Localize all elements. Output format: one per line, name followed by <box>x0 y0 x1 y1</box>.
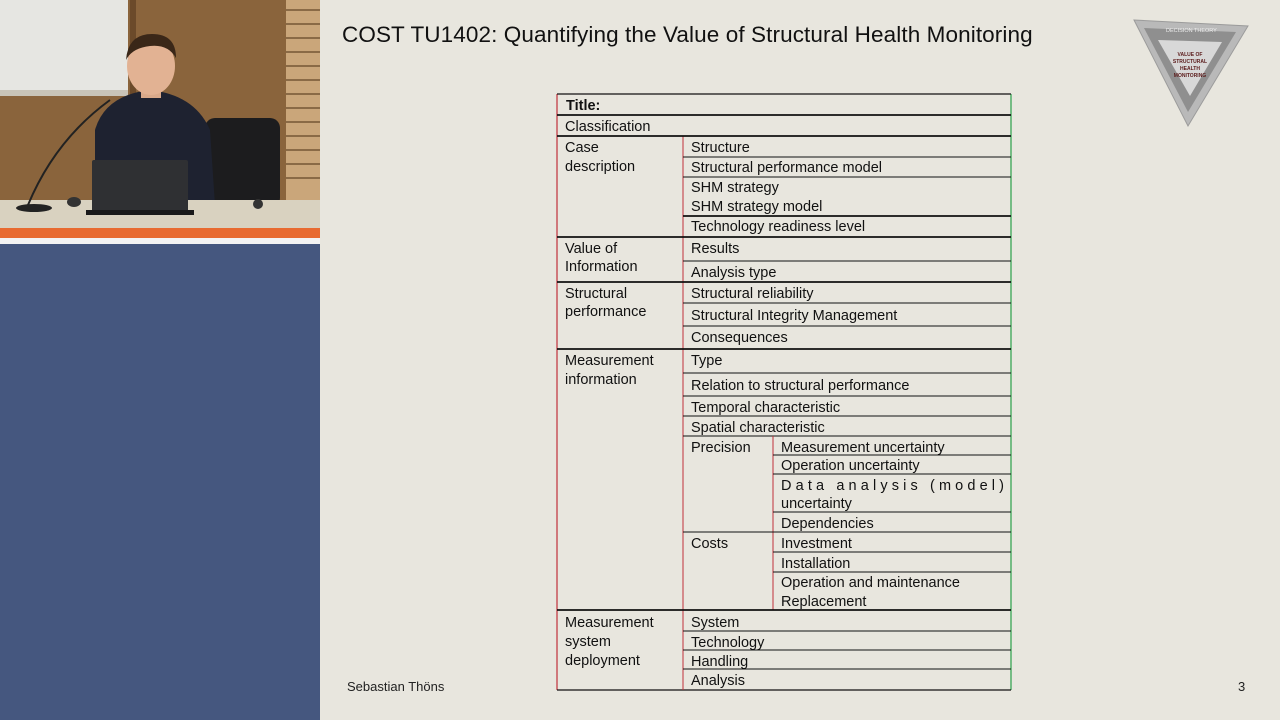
sp-item-structural-integrity-management: Structural Integrity Management <box>691 308 898 324</box>
costs-item-installation: Installation <box>781 556 851 572</box>
speaker-video-image <box>0 0 320 244</box>
sp-item-consequences: Consequences <box>691 330 788 346</box>
presentation-slide <box>320 0 1280 720</box>
case-description-label-1: Case <box>565 140 599 156</box>
structural-performance-label-2: performance <box>565 304 647 320</box>
deployment-item-technology: Technology <box>691 635 765 651</box>
table-title-label: Title: <box>566 98 601 114</box>
case-description-label-2: description <box>565 159 636 175</box>
logo-center-line2: STRUCTURAL <box>1172 59 1208 65</box>
classification-label: Classification <box>565 119 651 135</box>
speaker-video-feed <box>0 0 320 244</box>
case-item-structure: Structure <box>691 140 750 156</box>
deployment-label-2: system <box>565 634 611 650</box>
precision-item-operation-uncertainty: Operation uncertainty <box>781 458 920 474</box>
costs-label: Costs <box>691 536 729 552</box>
voi-label-2: Information <box>565 259 638 275</box>
logo-center-line4: MONITORING <box>1173 73 1207 79</box>
mi-item-temporal-characteristic: Temporal characteristic <box>691 400 841 416</box>
slide-page-number: 3 <box>1238 679 1246 694</box>
case-item-technology-readiness-level: Technology readiness level <box>691 219 866 235</box>
voi-item-analysis-type: Analysis type <box>691 265 777 281</box>
case-item-structural-performance-model: Structural performance model <box>691 160 882 176</box>
voi-item-results: Results <box>691 241 740 257</box>
mi-item-relation-to-structural-performance: Relation to structural performance <box>691 378 910 394</box>
case-item-shm-strategy-model: SHM strategy model <box>691 199 823 215</box>
sp-item-structural-reliability: Structural reliability <box>691 286 814 302</box>
logo-top-text: DECISION THEORY <box>1166 28 1217 34</box>
structural-performance-label-1: Structural <box>565 286 628 302</box>
precision-item-data-analysis-cont: uncertainty <box>781 496 852 512</box>
precision-label: Precision <box>691 440 751 456</box>
logo-center-line1: VALUE OF <box>1177 52 1203 58</box>
side-panel-background <box>0 244 320 720</box>
deployment-label-3: deployment <box>565 653 640 669</box>
costs-item-replacement: Replacement <box>781 594 867 610</box>
measurement-information-label-1: Measurement <box>565 353 654 369</box>
voi-label-1: Value of <box>565 241 618 257</box>
costs-item-operation-and-maintenance: Operation and maintenance <box>781 575 960 591</box>
mi-item-spatial-characteristic: Spatial characteristic <box>691 420 825 436</box>
slide-author: Sebastian Thöns <box>347 679 445 694</box>
precision-item-measurement-uncertainty: Measurement uncertainty <box>781 440 945 456</box>
costs-item-investment: Investment <box>781 536 852 552</box>
case-item-shm-strategy: SHM strategy <box>691 180 779 196</box>
slide-title: COST TU1402: Quantifying the Value of Structural Health Monitoring <box>342 22 1033 47</box>
logo-center-line3: HEALTH <box>1180 66 1200 72</box>
deployment-item-analysis: Analysis <box>691 673 745 689</box>
deployment-item-system: System <box>691 615 740 631</box>
shm-classification-table <box>320 0 1280 720</box>
mi-item-type: Type <box>691 353 723 369</box>
deployment-label-1: Measurement <box>565 615 654 631</box>
precision-item-dependencies: Dependencies <box>781 516 874 532</box>
precision-item-data-analysis: Data analysis (model) <box>781 478 1004 494</box>
measurement-information-label-2: information <box>565 372 637 388</box>
deployment-item-handling: Handling <box>691 654 749 670</box>
